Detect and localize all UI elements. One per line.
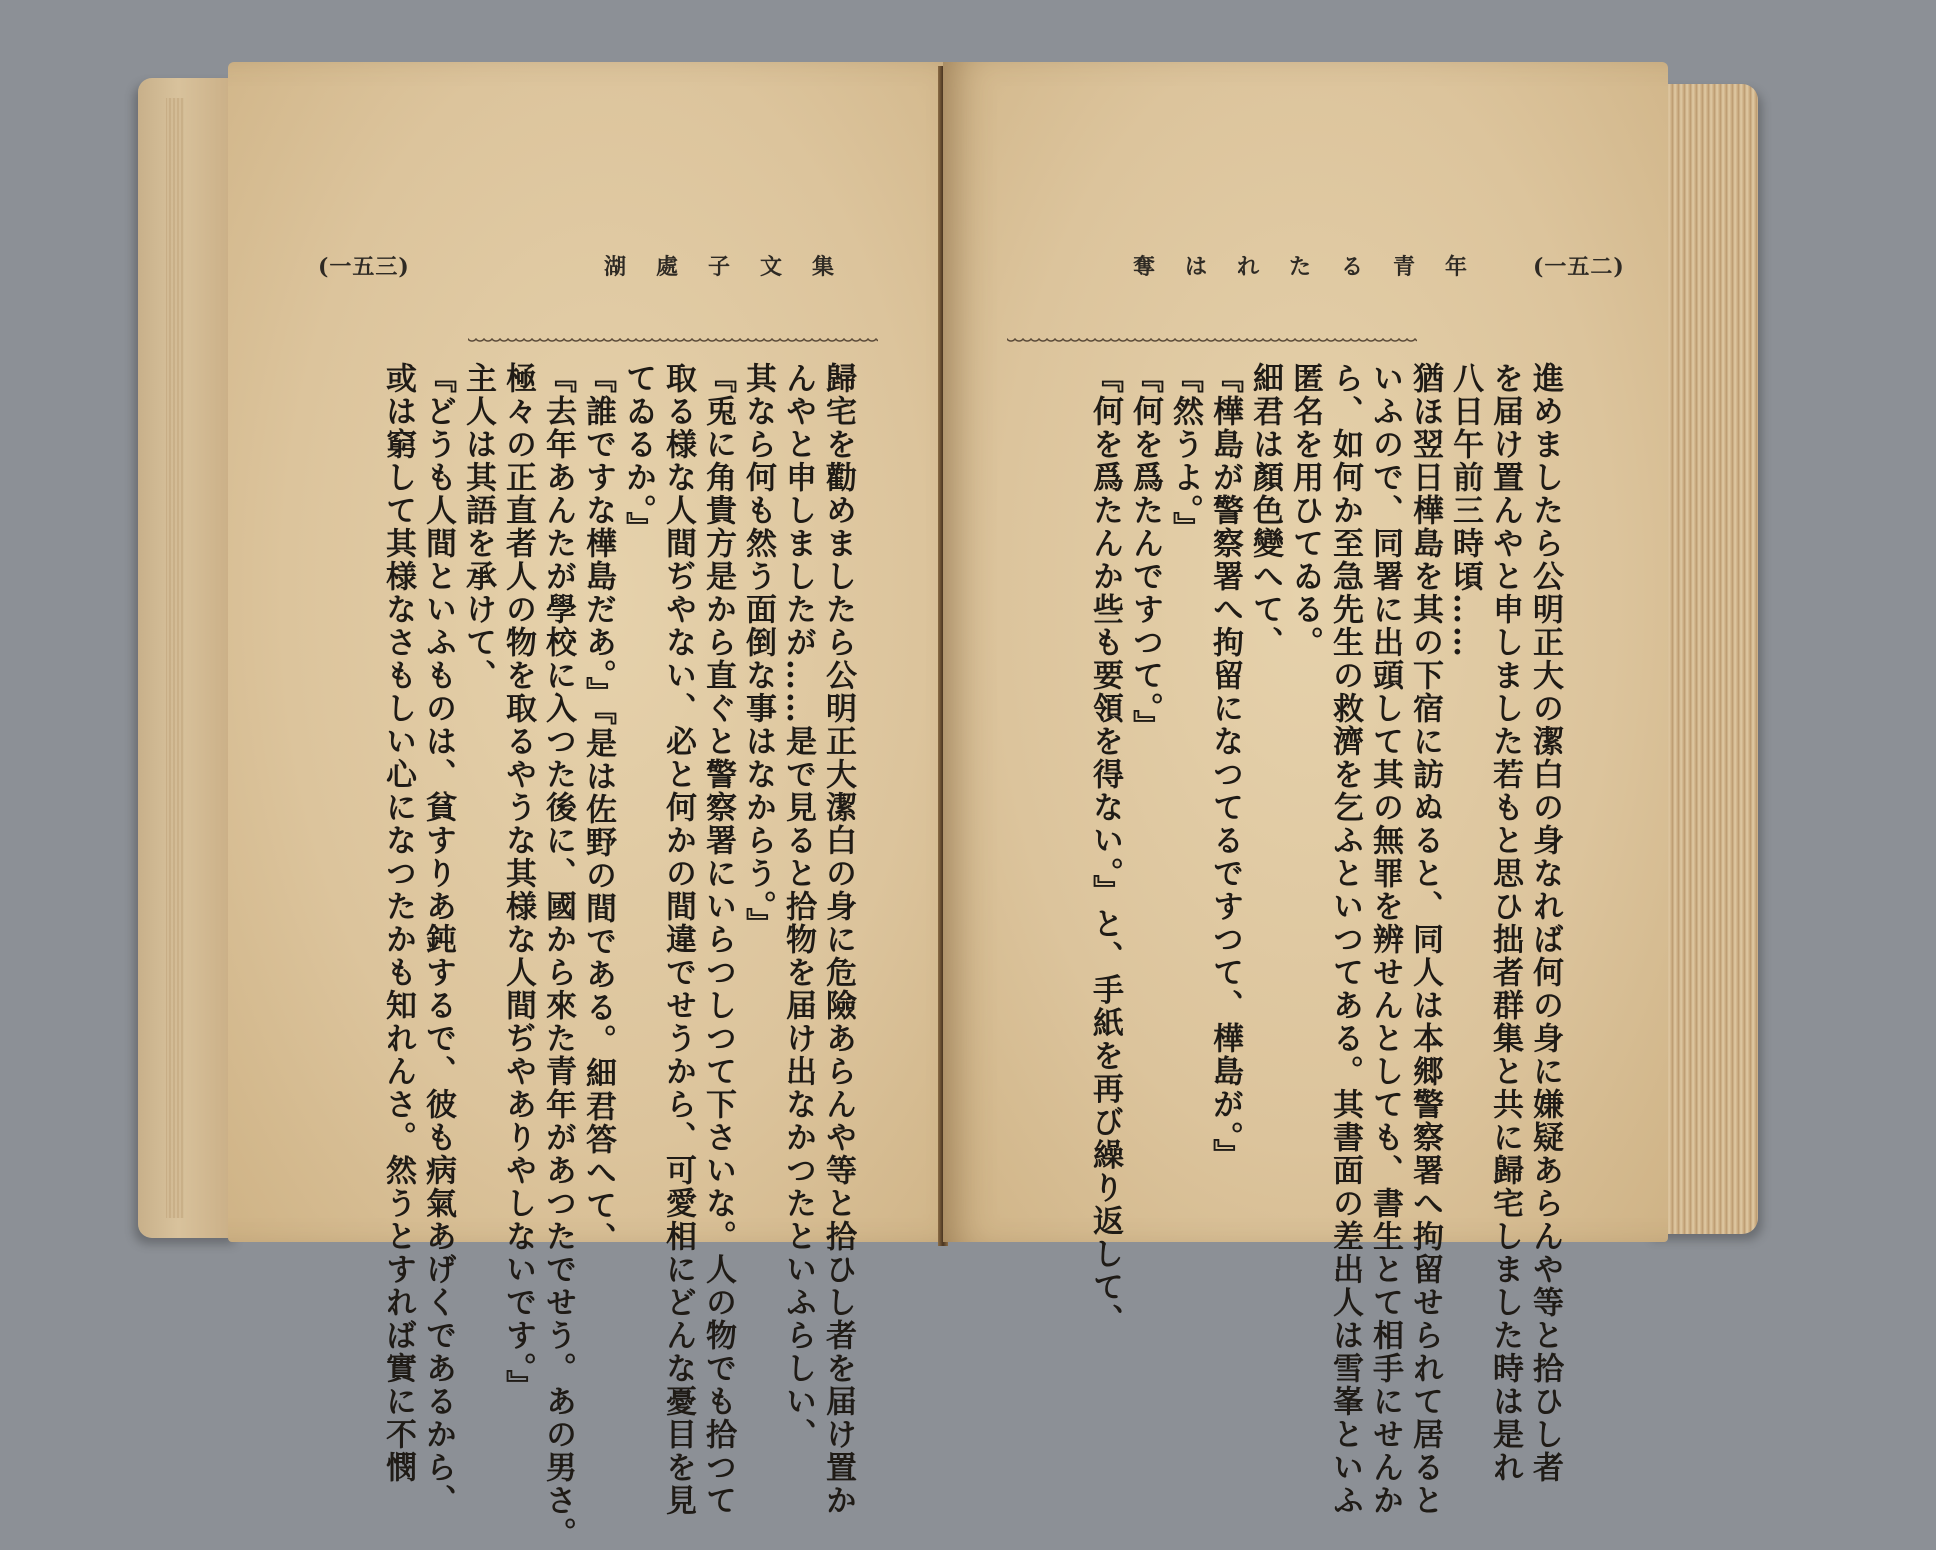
right-column-12: 『何を爲たんか些も要領を得ない。』と、手紙を再び繰り返して、 xyxy=(1087,362,1123,1337)
right-column-7: 匿名を用ひてゐる。 xyxy=(1287,362,1323,659)
right-page-number: (一五二) xyxy=(1533,254,1625,280)
left-column-4: 『兎に角貴方是から直ぐと警察署にいらつしつて下さいな。人の物でも拾つて xyxy=(700,362,736,1517)
left-column-2: んやと申しましたが……是で見ると拾物を届け出なかつたといふらしい、 xyxy=(780,362,816,1451)
right-running-title: 奪はれたる青年 xyxy=(1133,254,1498,280)
left-column-1: 歸宅を勸めましたら公明正大潔白の身に危險あらんや等と拾ひし者を届け置か xyxy=(820,362,856,1517)
right-column-4: 猶ほ翌日樺島を其の下宿に訪ぬると、同人は本郷警察署へ拘留せられて居ると xyxy=(1407,362,1443,1517)
left-column-9: 極々の正直者人の物を取るやうな其様な人間ぢやありやしないです。』 xyxy=(500,362,536,1403)
left-running-header xyxy=(228,250,980,290)
right-column-11: 『何を爲たんですつて。』 xyxy=(1127,362,1163,743)
left-column-7: 『誰ですな樺島だあ。』『是は佐野の間である。細君答へて、 xyxy=(580,362,616,1255)
right-header-rule xyxy=(1007,338,1417,346)
left-column-8: 『去年あんたが學校に入つた後に、國から來た青年があつたでせう。あの男さ。 xyxy=(540,362,576,1550)
left-running-title: 湖處子文集 xyxy=(604,254,865,280)
right-running-header xyxy=(943,250,1668,290)
right-column-1: 進めましたら公明正大の潔白の身なれば何の身に嫌疑あらんや等と拾ひし者 xyxy=(1527,362,1563,1484)
right-column-6: ら、如何か至急先生の救濟を乞ふといつてある。其書面の差出人は雪峯といふ xyxy=(1327,362,1363,1517)
right-column-2: を届け置んやと申しました若もと思ひ拙者群集と共に歸宅しました時は是れ xyxy=(1487,362,1523,1484)
open-book xyxy=(138,58,1758,1550)
right-column-3: 八日午前三時頃…… xyxy=(1447,362,1483,659)
left-column-6: てゐるか。』 xyxy=(620,362,656,545)
right-column-5: いふので、同署に出頭して其の無罪を辨せんとしても、書生とて相手にせんか xyxy=(1367,362,1403,1517)
left-column-10: 主人は其語を承けて、 xyxy=(460,362,496,692)
right-column-8: 細君は顏色變へて、 xyxy=(1247,362,1283,659)
left-column-5: 取る様な人間ぢやない、必と何かの間違でせうから、可愛相にどんな憂目を見 xyxy=(660,362,696,1517)
left-page xyxy=(228,62,980,1550)
left-column-12: 或は窮して其様なさもしい心になつたかも知れんさ。然うとすれば實に不憫 xyxy=(380,362,416,1484)
left-column-11: 『どうも人間といふものは、貧すりあ鈍するで、彼も病氣あげくであるから、 xyxy=(420,362,456,1517)
left-header-rule xyxy=(468,338,878,346)
left-page-edges xyxy=(138,78,238,1238)
right-column-9: 『樺島が警察署へ拘留になつてるですつて、樺島が。』 xyxy=(1207,362,1243,1172)
left-column-3: 其なら何も然う面倒な事はなからう。』 xyxy=(740,362,776,941)
right-column-10: 『然うよ。』 xyxy=(1167,362,1203,545)
right-page xyxy=(943,62,1668,1517)
left-page-number: (一五三) xyxy=(318,254,410,280)
